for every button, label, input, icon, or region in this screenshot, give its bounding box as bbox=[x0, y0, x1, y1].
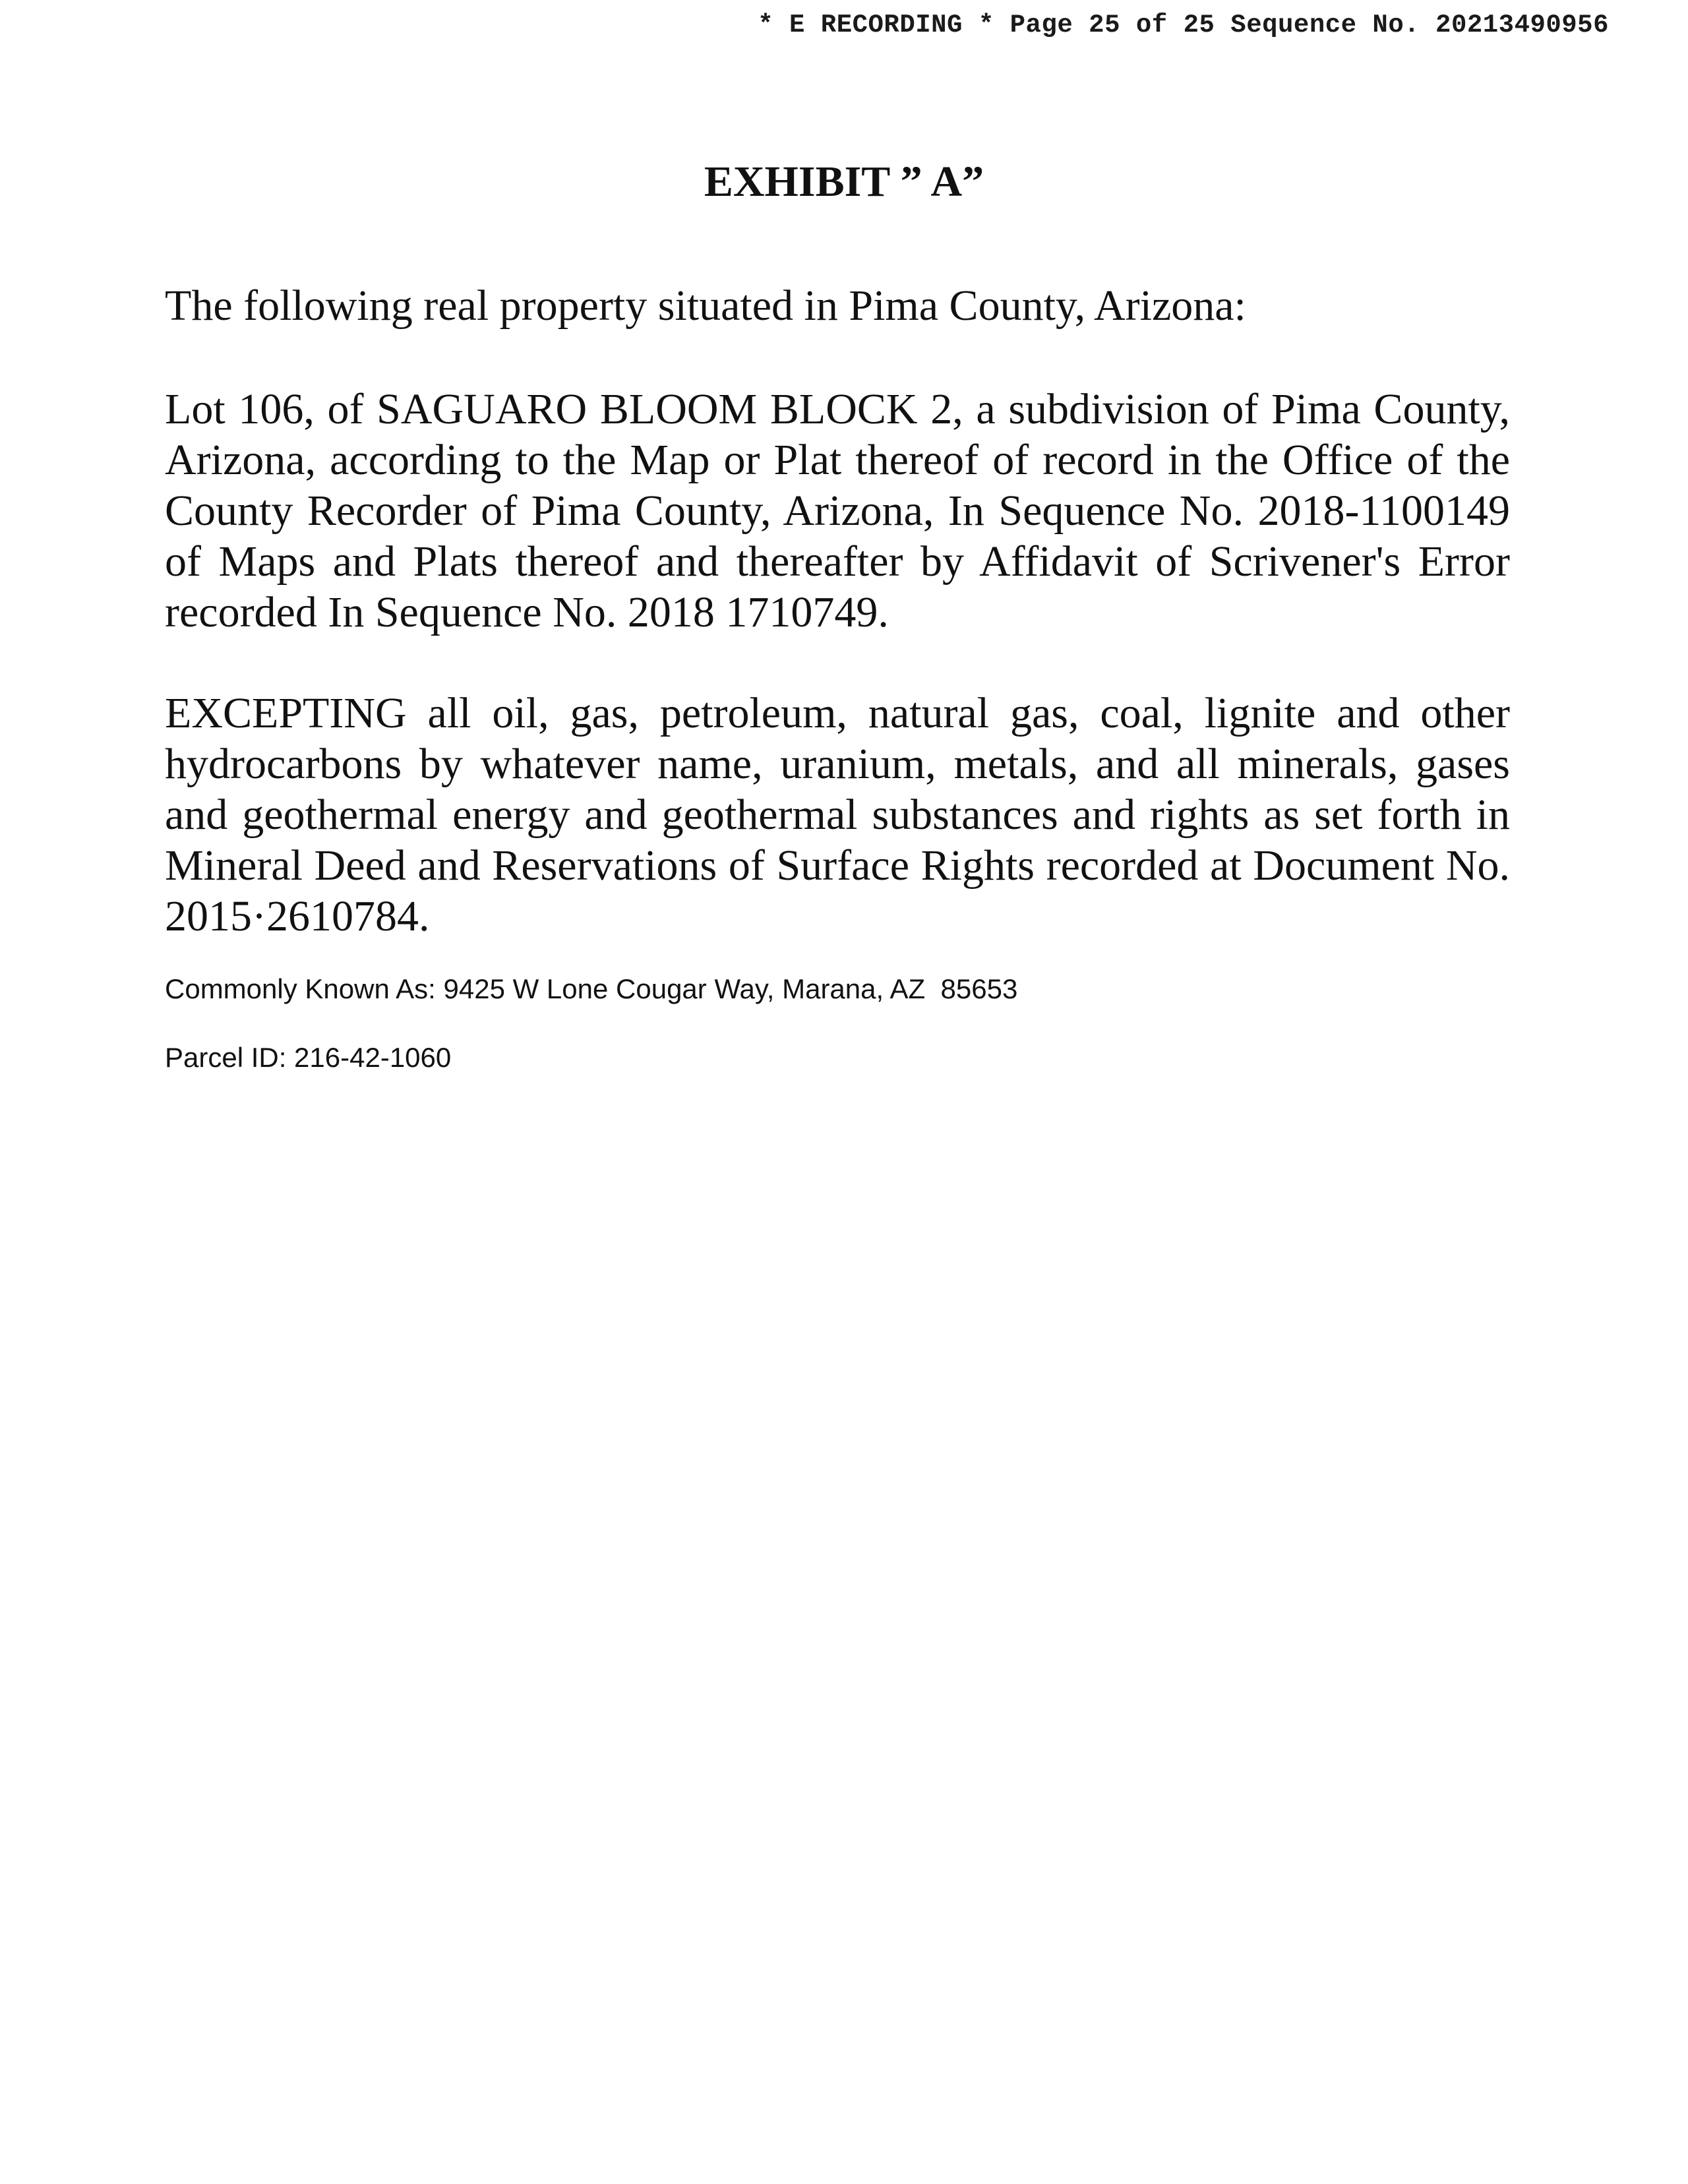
legal-description-paragraph: Lot 106, of SAGUARO BLOOM BLOCK 2, a subdivision of Pima County, Arizona, according to the Map or Plat thereof of record in the Office of the County Recorder of Pima County, Arizona, In Sequence No. 2018-1100149 of Maps and Plats thereof and thereafter by Affidavit of Scrivener's Error recorded In Sequence No. 2018 1710749. bbox=[165, 385, 1510, 636]
parcel-id: Parcel ID: 216-42-1060 bbox=[165, 1042, 452, 1073]
intro-paragraph: The following real property situated in Pima County, Arizona: bbox=[165, 282, 1246, 330]
commonly-known-as: Commonly Known As: 9425 W Lone Cougar Way, Marana, AZ 85653 bbox=[165, 973, 1018, 1004]
excepting-paragraph: EXCEPTING all oil, gas, petroleum, natural gas, coal, lignite and other hydrocarbons by whatever name, uranium, metals, and all minerals, gases and geothermal energy and geothermal substances and rights as set forth in Mineral Deed and Reservations of Surface Rights recorded at Document No. 2015·2610784. bbox=[165, 689, 1510, 940]
exhibit-title: EXHIBIT ” A” bbox=[704, 158, 984, 206]
recording-stamp: * E RECORDING * Page 25 of 25 Sequence No. 20213490956 bbox=[758, 11, 1609, 40]
